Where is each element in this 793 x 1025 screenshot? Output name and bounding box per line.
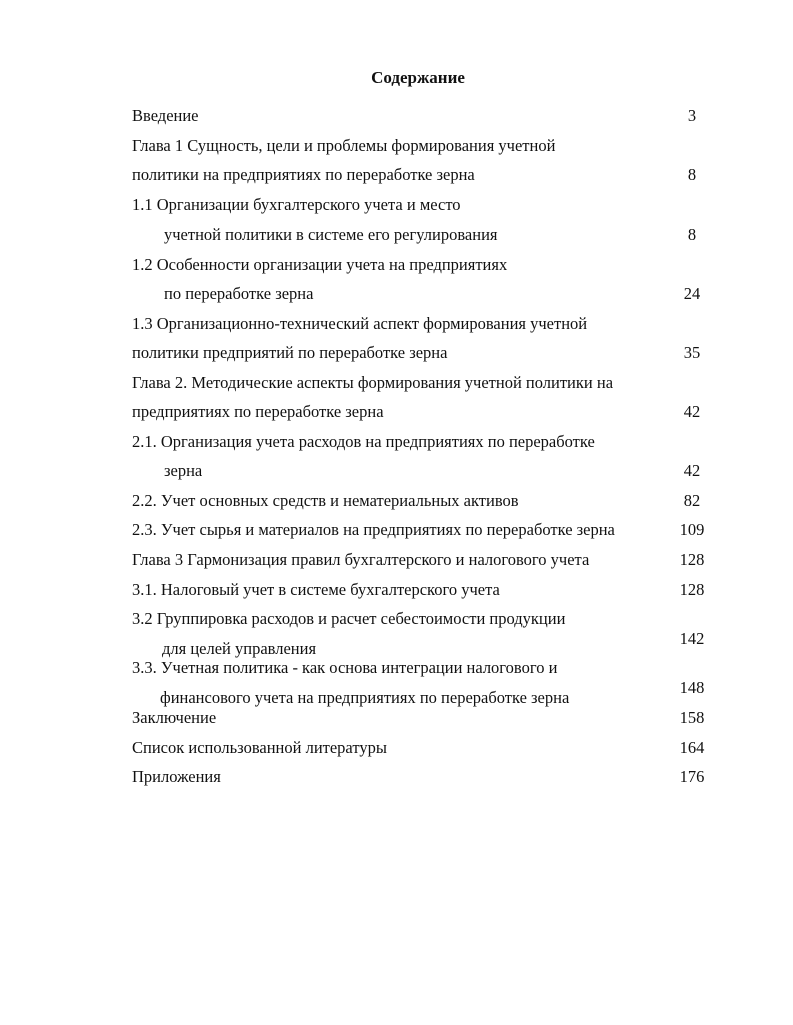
toc-entry-section-2-1-cont[interactable]: зерна bbox=[164, 461, 203, 480]
toc-entry-section-2-1[interactable]: 2.1. Организация учета расходов на предприятиях по переработке bbox=[132, 432, 595, 451]
toc-entry-section-1-2[interactable]: 1.2 Особенности организации учета на предприятиях bbox=[132, 255, 508, 274]
toc-page-number: 3 bbox=[687, 106, 697, 125]
toc-page-number: 35 bbox=[683, 343, 701, 362]
toc-entry-section-2-3[interactable]: 2.3. Учет сырья и материалов на предприятиях по переработке зерна bbox=[132, 520, 615, 539]
toc-entry-chapter-1-cont[interactable]: политики на предприятиях по переработке зерна bbox=[132, 165, 475, 184]
toc-entry-section-1-1[interactable]: 1.1 Организации бухгалтерского учета и место bbox=[132, 195, 461, 214]
toc-entry-section-1-3-cont[interactable]: политики предприятий по переработке зерна bbox=[132, 343, 448, 362]
toc-entry-section-3-2-cont[interactable]: для целей управления bbox=[162, 639, 317, 658]
toc-entry-section-3-3[interactable]: 3.3. Учетная политика - как основа интеграции налогового и bbox=[132, 658, 558, 677]
toc-page-number: 42 bbox=[683, 402, 701, 421]
toc-entry-section-1-2-cont[interactable]: по переработке зерна bbox=[164, 284, 314, 303]
toc-entry-bibliography[interactable]: Список использованной литературы bbox=[132, 738, 387, 757]
toc-page-number: 148 bbox=[679, 678, 705, 697]
toc-page-number: 82 bbox=[683, 491, 701, 510]
toc-entry-conclusion[interactable]: Заключение bbox=[132, 708, 217, 727]
toc-entry-chapter-2[interactable]: Глава 2. Методические аспекты формирования учетной политики на bbox=[132, 373, 614, 392]
toc-entry-introduction[interactable]: Введение bbox=[132, 106, 199, 125]
toc-entry-section-3-3-cont[interactable]: финансового учета на предприятиях по переработке зерна bbox=[160, 688, 570, 707]
toc-page-number: 128 bbox=[679, 580, 705, 599]
toc-page-number: 8 bbox=[687, 165, 697, 184]
toc-page-number: 8 bbox=[687, 225, 697, 244]
toc-page-number: 158 bbox=[679, 708, 705, 727]
toc-entry-section-1-3[interactable]: 1.3 Организационно-технический аспект формирования учетной bbox=[132, 314, 588, 333]
toc-page-number: 42 bbox=[683, 461, 701, 480]
toc-entry-section-3-1[interactable]: 3.1. Налоговый учет в системе бухгалтерского учета bbox=[132, 580, 500, 599]
toc-page-number: 142 bbox=[679, 629, 705, 648]
toc-page-number: 24 bbox=[683, 284, 701, 303]
toc-entry-chapter-1[interactable]: Глава 1 Сущность, цели и проблемы формирования учетной bbox=[132, 136, 556, 155]
toc-page-number: 128 bbox=[679, 550, 705, 569]
toc-page-number: 176 bbox=[679, 767, 705, 786]
toc-entry-section-3-2[interactable]: 3.2 Группировка расходов и расчет себестоимости продукции bbox=[132, 609, 566, 628]
toc-entry-section-1-1-cont[interactable]: учетной политики в системе его регулирования bbox=[164, 225, 498, 244]
toc-page-number: 164 bbox=[679, 738, 705, 757]
toc-entry-chapter-2-cont[interactable]: предприятиях по переработке зерна bbox=[132, 402, 384, 421]
toc-page-number: 109 bbox=[679, 520, 705, 539]
toc-entry-section-2-2[interactable]: 2.2. Учет основных средств и нематериальных активов bbox=[132, 491, 519, 510]
toc-entry-appendices[interactable]: Приложения bbox=[132, 767, 221, 786]
page-title: Содержание bbox=[371, 68, 465, 87]
toc-entry-chapter-3[interactable]: Глава 3 Гармонизация правил бухгалтерского и налогового учета bbox=[132, 550, 590, 569]
